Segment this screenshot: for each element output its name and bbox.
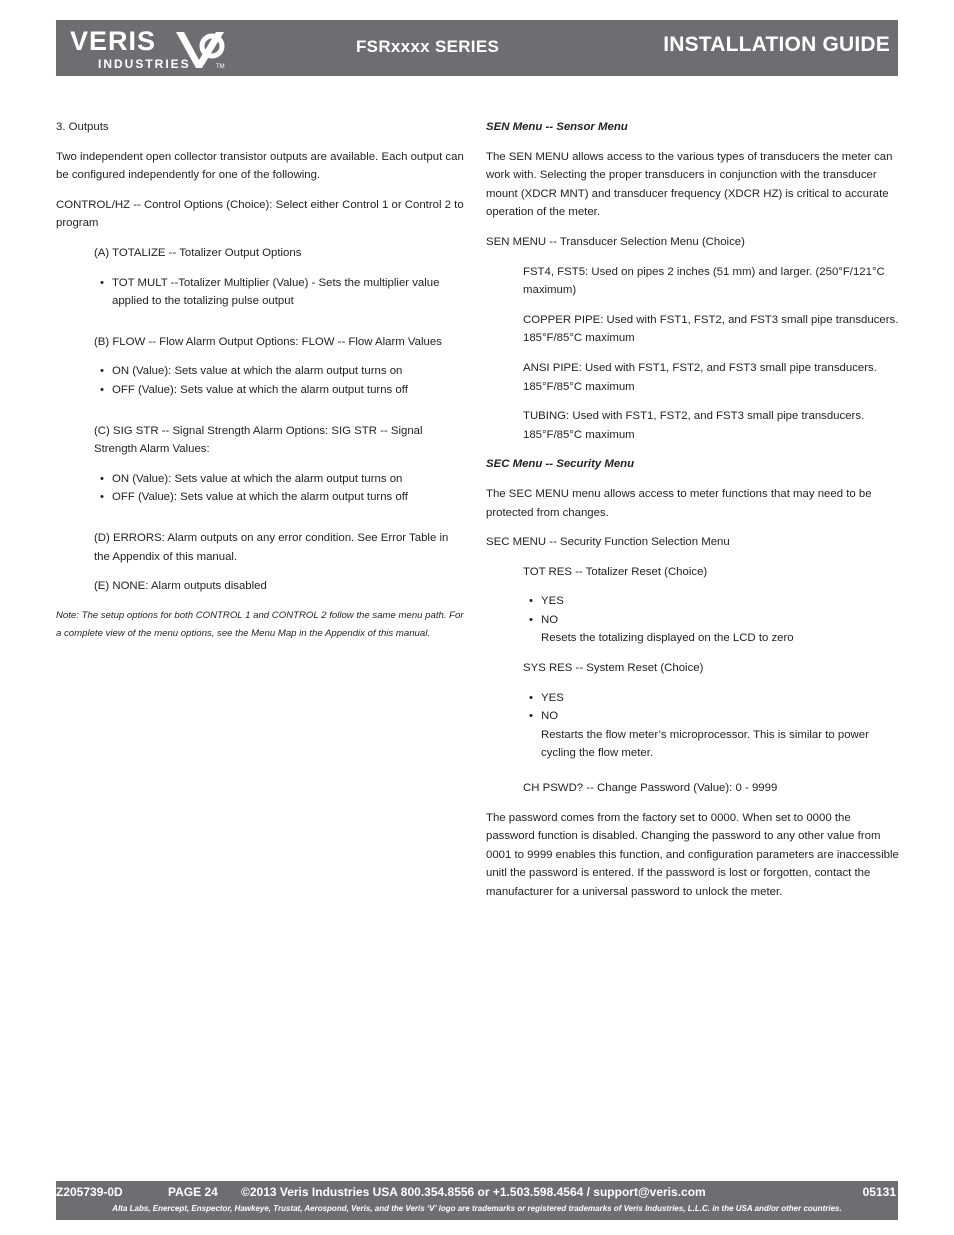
- outputs-heading: 3. Outputs: [56, 121, 109, 133]
- sen-menu-heading: SEN Menu -- Sensor Menu: [486, 121, 628, 133]
- password-text: The password comes from the factory set to 0000. When set to 0000 the password function is disabled. Changing the password to any other value from 0001 to 9999 enables this function, and configuration parameters are inaccessible unitl the password is entered. If the password is lost or forgotten, contact the manufacturer for a universal password to unlock the meter.: [486, 811, 899, 898]
- date-code: 05131: [862, 1185, 896, 1199]
- guide-title: INSTALLATION GUIDE: [663, 33, 890, 56]
- sen-menu-label: SEN MENU -- Transducer Selection Menu (Choice): [486, 235, 745, 248]
- flow-bullets: [94, 362, 466, 399]
- list-item: • YES: [523, 689, 900, 708]
- sys-res-description: Restarts the flow meter’s microprocessor. This is similar to power cycling the flow meter.: [541, 728, 869, 760]
- flow-section: [56, 333, 466, 400]
- totalize-label: (A) TOTALIZE -- Totalizer Output Options: [94, 246, 302, 259]
- security-options: [486, 563, 900, 798]
- series-title: FSRxxxx SERIES: [356, 37, 500, 56]
- list-item: • NO: [523, 707, 900, 726]
- list-item: • YES: [523, 592, 900, 611]
- tot-res-label: TOT RES -- Totalizer Reset (Choice): [523, 565, 708, 578]
- footer-bar: [56, 1181, 898, 1220]
- logo-wordmark: VERIS: [70, 26, 157, 56]
- copyright-contact: ©2013 Veris Industries USA 800.354.8556 or +1.503.598.4564 / support@veris.com: [241, 1185, 706, 1199]
- transducer-options: [486, 263, 900, 445]
- list-item: • ON (Value): Sets value at which the alarm output turns on: [94, 470, 466, 489]
- page-number: PAGE 24: [168, 1185, 218, 1199]
- totalize-bullets: [94, 274, 466, 311]
- list-item: • ON (Value): Sets value at which the alarm output turns on: [94, 362, 466, 381]
- ch-pswd-label: CH PSWD? -- Change Password (Value): 0 - 9999: [523, 782, 778, 795]
- document-number: Z205739-0D: [56, 1185, 123, 1199]
- veris-logo: [68, 26, 238, 72]
- sigstr-bullets: [94, 470, 466, 507]
- ansi-option: ANSI PIPE: Used with FST1, FST2, and FST3 small pipe transducers. 185°F/85°C maximum: [523, 361, 877, 393]
- sys-res-label: SYS RES -- System Reset (Choice): [523, 662, 704, 675]
- sec-menu-label: SEC MENU -- Security Function Selection Menu: [486, 536, 730, 549]
- list-item: • NO: [523, 611, 900, 630]
- logo-trademark: TM: [216, 64, 225, 70]
- trademark-notice: Alta Labs, Enercept, Enspector, Hawkeye, Trustat, Aerospond, Veris, and the Veris ‘V’ logo are trademarks or registered trademarks of Veris Industries, L.L.C. in the USA and/or other countries.: [112, 1204, 842, 1213]
- copper-option: COPPER PIPE: Used with FST1, FST2, and FST3 small pipe transducers. 185°F/85°C maximum: [523, 313, 899, 345]
- errors-label: (D) ERRORS: Alarm outputs on any error condition. See Error Table in the Appendix of this manual.: [94, 531, 449, 563]
- logo-subtitle: INDUSTRIES: [98, 57, 191, 71]
- sigstr-label: (C) SIG STR -- Signal Strength Alarm Options: SIG STR -- Signal Strength Alarm Values:: [94, 424, 423, 456]
- list-item: • OFF (Value): Sets value at which the alarm output turns off: [94, 488, 466, 507]
- menu-note: Note: The setup options for both CONTROL 1 and CONTROL 2 follow the same menu path. For a complete view of the menu options, see the Menu Map in the Appendix of this manual.: [56, 609, 464, 639]
- right-column: [486, 118, 900, 913]
- tot-res-description: Resets the totalizing displayed on the LCD to zero: [541, 632, 794, 645]
- errors-section: [56, 529, 466, 596]
- header-bar: [56, 20, 898, 76]
- sec-menu-heading: SEC Menu -- Security Menu: [486, 458, 635, 471]
- left-column: [56, 118, 466, 654]
- control-hz-text: CONTROL/HZ -- Control Options (Choice): Select either Control 1 or Control 2 to program: [56, 198, 464, 230]
- totalize-section: [56, 244, 466, 311]
- tubing-option: TUBING: Used with FST1, FST2, and FST3 small pipe transducers. 185°F/85°C maximum: [523, 410, 865, 441]
- none-label: (E) NONE: Alarm outputs disabled: [94, 580, 267, 593]
- sys-res-bullets: [523, 689, 900, 726]
- tot-res-bullets: [523, 592, 900, 629]
- sigstr-section: [56, 422, 466, 507]
- list-item: • OFF (Value): Sets value at which the alarm output turns off: [94, 381, 466, 400]
- fst-option: FST4, FST5: Used on pipes 2 inches (51 mm) and larger. (250°F/121°C maximum): [523, 265, 885, 297]
- sen-menu-intro: The SEN MENU allows access to the various types of transducers the meter can work with. Selecting the proper transducers in conjunction with the transducer mount (XDCR MNT) and transducer frequency (XDCR HZ) is critical to accurate operation of the meter.: [486, 150, 893, 219]
- outputs-intro: Two independent open collector transistor outputs are available. Each output can be configured independently for one of the following.: [56, 150, 464, 182]
- flow-label: (B) FLOW -- Flow Alarm Output Options: FLOW -- Flow Alarm Values: [94, 335, 442, 348]
- sec-menu-intro: The SEC MENU menu allows access to meter functions that may need to be protected from changes.: [486, 487, 872, 519]
- list-item: • TOT MULT --Totalizer Multiplier (Value) - Sets the multiplier value applied to the totalizing pulse output: [94, 274, 466, 311]
